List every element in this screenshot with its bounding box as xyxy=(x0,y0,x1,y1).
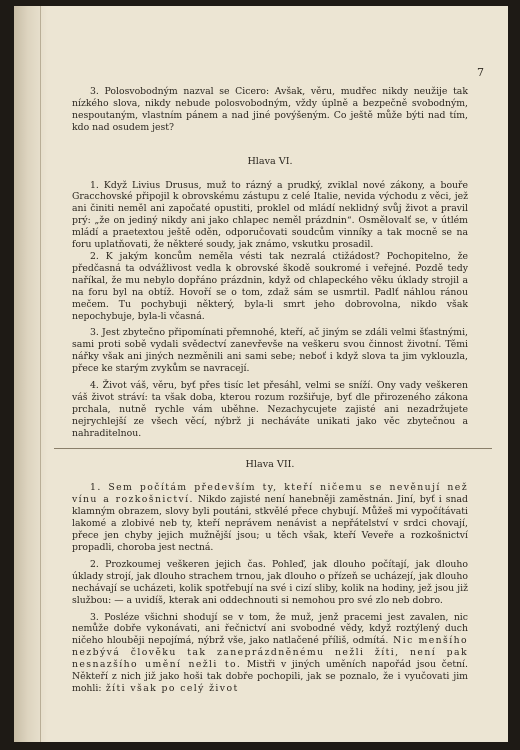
spaced-text: 1. Sem počítám především ty, kteří ničemu se nevěnují než vínu a rozkošnictví. xyxy=(72,482,468,506)
paragraph: 3. Polosvobodným nazval se Cicero: Avšak, věru, mudřec nikdy neužije tak nízkého slova, nikdy nebude polosvobodným, vždy úplně a bezpečně svobodným, nespoutaným, vlastním pánem a nad jiné povýšeným. Co ještě může býti nad tím, kdo nad osudem jest? xyxy=(72,86,468,133)
paragraph: 3. Jest zbytečno připomínati přemnohé, kteří, ač jiným se zdáli velmi šťastnými, sami proti sobě vydali svědectví zanevřevše na veškeru svou činnost životní. Těmi nářky však ani jiných nezměnili ani sami sebe; neboť i když slova ta jim vyklouzla, přece ke starým zvykům se navracejí. xyxy=(72,327,468,375)
paragraph xyxy=(72,612,468,695)
paragraph: 4. Život váš, věru, byť přes tisíc let přesáhl, velmi se sníží. Ony vady veškeren váš život stráví: ta však doba, kterou rozum rozšiřuje, byť dle přirozeného zákona prchala, nutně rychle vám uběhne. Nezachycujete zajisté ani nezadržujete nejrychlejší ze všech věcí, nýbrž ji necháváte unikati jako věc zbytečnou a nahraditelnou. xyxy=(72,380,468,439)
paragraph-text: 3. Posléze všichni shodují se v tom, že muž, jenž pracemi jest zavalen, nic nemůže dobře vykonávati, ani řečnictví ani svobodné vědy, když roztýlený duch ničeho hlouběji nepojímá, nýbrž vše, jako natlačené příliš, odmítá. xyxy=(72,611,468,647)
spaced-text: žíti však po celý život xyxy=(101,682,239,694)
page-edge xyxy=(40,6,41,742)
page-binding xyxy=(14,6,48,742)
paragraph: 2. Prozkoumej veškeren jejich čas. Pohleď, jak dlouho počítají, jak dlouho úklady strojí, jak dlouho strachem trnou, jak dlouho o přízeň se ucházejí, jak dlouho nechávají se ucházeti, kolik spotřebují na své i cizí sliby, kolik na hodiny, jež jsou již službou: — a uvidíš, kterak ani oddechnouti si nemohou pro své zlo neb dobro. xyxy=(72,558,468,606)
page-text xyxy=(72,86,468,695)
page-number: 7 xyxy=(477,66,484,79)
book-page xyxy=(14,6,508,742)
paragraph-text: Mistři v jiných uměních napořád jsou četní. Někteří z nich již jako hoši tak dobře pochopili, jak se poznalo, že i vyučovati jim mohli: xyxy=(72,659,468,694)
spaced-text: Nic menšího nezbývá člověku tak zaneprázdněnému nežli žíti, není pak nesnazšího umění nežli to. xyxy=(72,635,468,671)
paragraph: 1. Když Livius Drusus, muž to rázný a prudký, zviklal nové zákony, a bouře Gracchovské připojil k obrovskému zástupu z celé Italie, nevida východu z věci, jež ani činiti neměl ani započaté opustiti, proklel od mládí neklidný svůj život a pravil prý: „že on jediný nikdy ani jako chlapec neměl prázdnin“. Osmělovalť se, v útlém mládí a praetextou ještě oděn, odporučovati soudcům vinníky a tak mocně se na foru uplatňovati, že některé soudy, jak známo, vskutku prosadil. xyxy=(72,179,468,251)
paragraph xyxy=(72,482,468,553)
paragraph: 2. K jakým koncům neměla vésti tak nezralá ctižádost? Pochopitelno, že předčasná ta odvážlivost vedla k obrovské škodě soukromé i veřejné. Pozdě tedy naříkal, že mu nebylo dopřáno prázdnin, když od chlapeckého věku úklady strojil a na foru byl na obtíž. Hovoří se o tom, zdaž sám se usmrtil. Padlť náhlou ránou mečem. Tu pochybuji některý, byla-li smrt jeho dobrovolna, nikdo však nepochybuje, byla-li včasná. xyxy=(72,250,468,322)
chapter-heading: Hlava VI. xyxy=(247,155,293,167)
paragraph-text: Nikdo zajisté není hanebněji zaměstnán. Jiní, byť i snad klamným obrazem, slovy byli poutáni, stkvělé přece chybují. Můžeš mi vypočítávati lakomé a zlobivé neb ty, kteří neprávem nenávist a nepřátelství v srdci chovají, přece jen chyby jejich mužnější jsou; u těch však, kteří Veveře a rozkošnictví propadli, choroba jest nectná. xyxy=(72,494,469,553)
chapter-heading: Hlava VII. xyxy=(245,458,295,470)
